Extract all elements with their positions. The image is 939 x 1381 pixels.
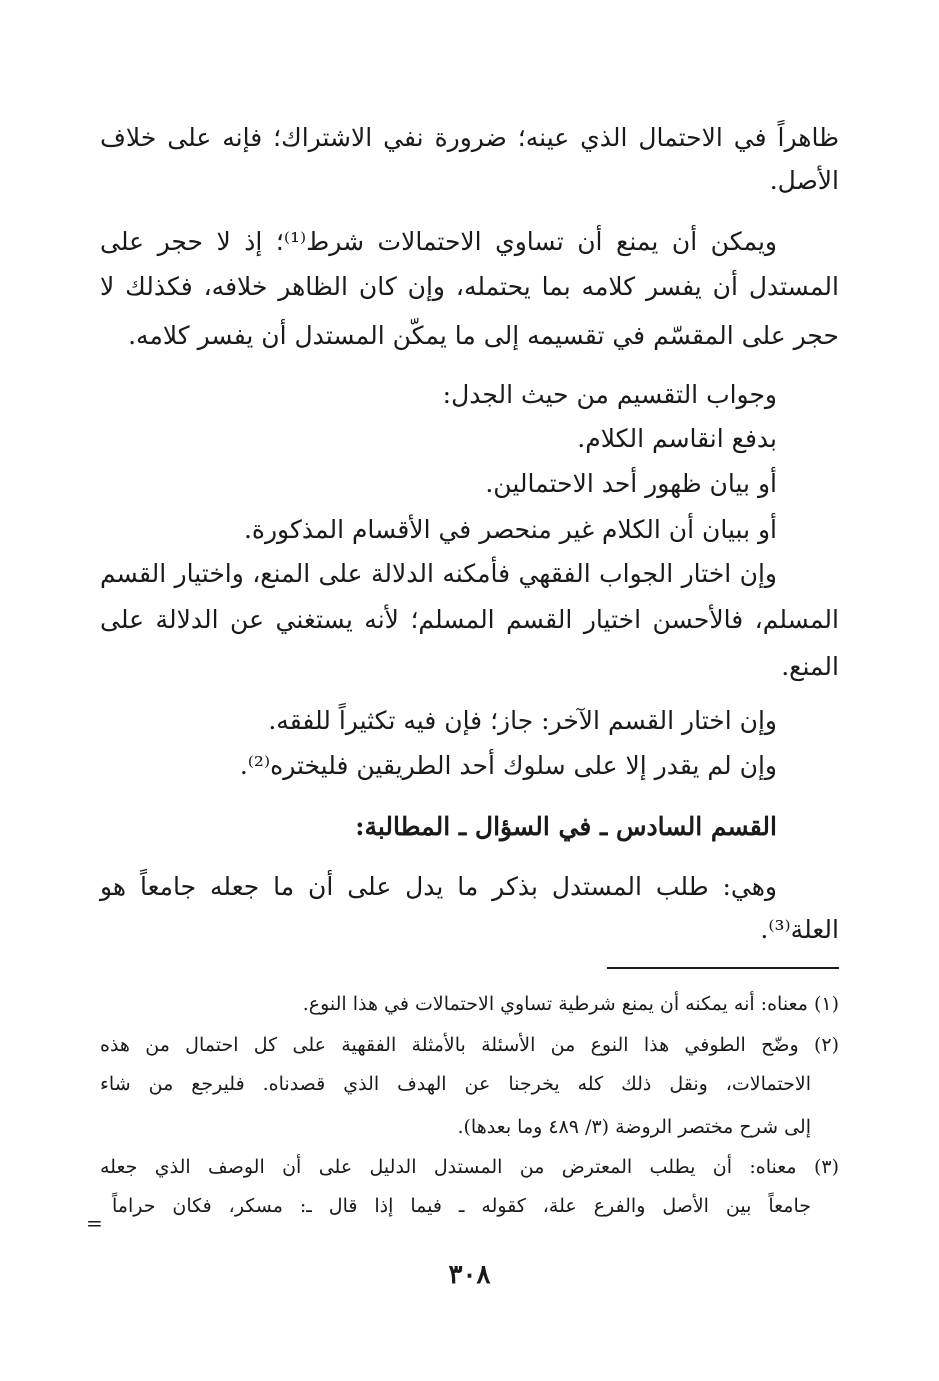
body-line: المستدل أن يفسر كلامه بما يحتمله، وإن كان الظاهر خلافه، فكذلك لا [100,272,839,301]
body-line: حجر على المقسّم في تقسيمه إلى ما يمكّن المستدل أن يفسر كلامه. [128,321,839,350]
body-line: المنع. [781,652,839,681]
footnote-separator [607,967,839,969]
body-line: وجواب التقسيم من حيث الجدل: [442,380,777,409]
footnote-line: جامعاً بين الأصل والفرع علة، كقوله ـ فيما إذا قال ـ: مسكر، فكان حراماً [112,1195,811,1217]
body-line: ويمكن أن يمنع أن تساوي الاحتمالات شرط⁽¹⁾؛ إذ لا حجر على [100,227,777,256]
body-line: أو بيان ظهور أحد الاحتمالين. [485,469,777,498]
footnote-line: الاحتمالات، ونقل ذلك كله يخرجنا عن الهدف الذي قصدناه. فليرجع من شاء [100,1073,811,1095]
footnote-line: إلى شرح مختصر الروضة (٣/ ٤٨٩ وما بعدها). [457,1116,811,1138]
footnote-continuation-mark: = [86,1211,103,1235]
footnote-line: (٢) وضّح الطوفي هذا النوع من الأسئلة بالأمثلة الفقهية على كل احتمال من هذه [100,1034,839,1056]
body-line: وإن اختار الجواب الفقهي فأمكنه الدلالة على المنع، واختيار القسم [100,559,777,588]
footnote-line: (١) معناه: أنه يمكنه أن يمنع شرطية تساوي الاحتمالات في هذا النوع. [302,993,839,1015]
body-line: أو ببيان أن الكلام غير منحصر في الأقسام المذكورة. [243,515,777,544]
section-heading: القسم السادس ـ في السؤال ـ المطالبة: [355,812,777,841]
body-line: ظاهراً في الاحتمال الذي عينه؛ ضرورة نفي الاشتراك؛ فإنه على خلاف [100,123,839,152]
body-line: وإن لم يقدر إلا على سلوك أحد الطريقين فليختره⁽²⁾. [239,751,777,780]
page-number: ٣٠٨ [448,1260,491,1290]
body-line: بدفع انقاسم الكلام. [577,424,777,453]
body-line: العلة⁽³⁾. [760,915,839,944]
body-line: وإن اختار القسم الآخر: جاز؛ فإن فيه تكثيراً للفقه. [268,706,777,735]
body-line: وهي: طلب المستدل بذكر ما يدل على أن ما جعله جامعاً هو [100,872,777,901]
footnote-line: (٣) معناه: أن يطلب المعترض من المستدل الدليل على أن الوصف الذي جعله [100,1156,839,1178]
body-line: الأصل. [769,166,839,195]
body-line: المسلم، فالأحسن اختيار القسم المسلم؛ لأنه يستغني عن الدلالة على [100,605,839,634]
